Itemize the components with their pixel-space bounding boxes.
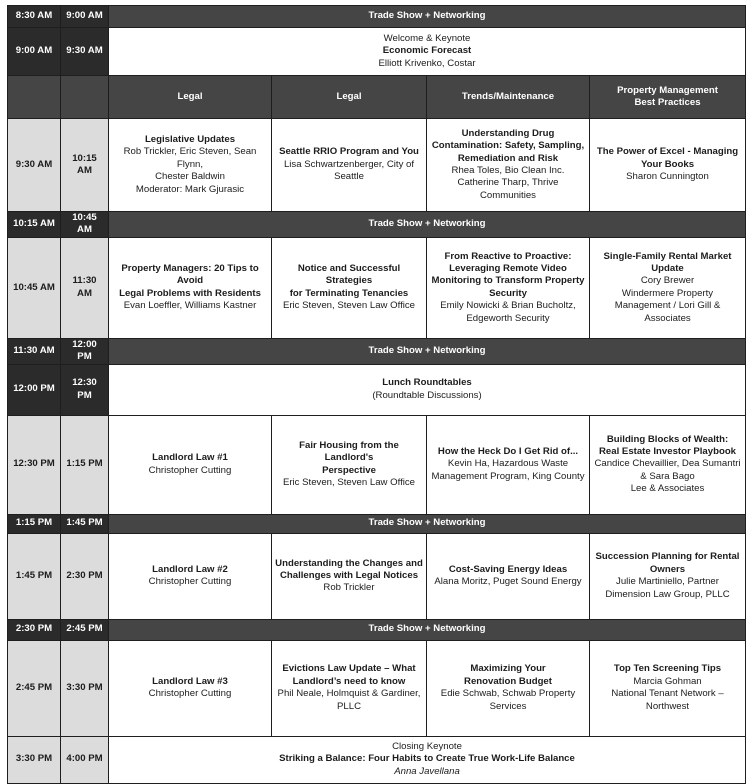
track-header-legal-1: Legal <box>109 76 272 119</box>
session-cell: Cost-Saving Energy Ideas Alana Moritz, Puget Sound Energy <box>427 533 590 619</box>
start-time: 1:15 PM <box>8 514 61 533</box>
session-cell: Landlord Law #3 Christopher Cutting <box>109 640 272 736</box>
end-time: 2:45 PM <box>61 619 109 640</box>
start-time: 12:30 PM <box>8 415 61 514</box>
end-time: 9:30 AM <box>61 28 109 76</box>
end-time: 1:15 PM <box>61 415 109 514</box>
session-cell: The Power of Excel - Managing Your Books Sharon Cunnington <box>590 119 746 212</box>
trade-show-banner: Trade Show + Networking <box>109 619 746 640</box>
session-cell: Succession Planning for Rental Owners Julie Martiniello, Partner Dimension Law Group, PLLC <box>590 533 746 619</box>
session-cell: Notice and Successful Strategies for Terminating Tenancies Eric Steven, Steven Law Office <box>272 237 427 338</box>
schedule-row-trade-show <box>8 619 746 640</box>
end-time: 10:45 AM <box>61 212 109 238</box>
schedule-row-sessions-145 <box>8 533 746 619</box>
session-cell: Landlord Law #2 Christopher Cutting <box>109 533 272 619</box>
end-time: 3:30 PM <box>61 640 109 736</box>
session-cell: From Reactive to Proactive: Leveraging Remote Video Monitoring to Transform Property Security Emily Nowicki & Brian Bucholtz, Edgeworth Security <box>427 237 590 338</box>
closing-keynote-label: Closing Keynote <box>392 741 462 753</box>
end-time: 12:30 PM <box>61 364 109 415</box>
lunch-title: Lunch Roundtables <box>382 377 472 389</box>
lunch-roundtables-cell <box>109 364 746 415</box>
track-header-trends-maintenance: Trends/Maintenance <box>427 76 590 119</box>
start-time: 10:15 AM <box>8 212 61 238</box>
lunch-subtitle: (Roundtable Discussions) <box>372 389 482 401</box>
blank-header-start <box>8 76 61 119</box>
trade-show-banner: Trade Show + Networking <box>109 338 746 364</box>
schedule-row-sessions-1230 <box>8 415 746 514</box>
session-cell: How the Heck Do I Get Rid of... Kevin Ha, Hazardous Waste Management Program, King County <box>427 415 590 514</box>
session-cell: Evictions Law Update – What Landlord’s need to know Phil Neale, Holmquist & Gardiner, PLLC <box>272 640 427 736</box>
track-header-property-management: Property Management Best Practices <box>590 76 746 119</box>
session-cell: Single-Family Rental Market Update Cory Brewer Windermere Property Management / Lori Gill & Associates <box>590 237 746 338</box>
session-cell: Top Ten Screening Tips Marcia Gohman National Tenant Network – Northwest <box>590 640 746 736</box>
keynote-label: Welcome & Keynote <box>383 32 471 44</box>
trade-show-banner: Trade Show + Networking <box>109 212 746 238</box>
welcome-keynote-cell <box>109 28 746 76</box>
start-time: 2:45 PM <box>8 640 61 736</box>
session-cell: Maximizing Your Renovation Budget Edie Schwab, Schwab Property Services <box>427 640 590 736</box>
session-cell: Understanding the Changes and Challenges with Legal Notices Rob Trickler <box>272 533 427 619</box>
track-header-row <box>8 76 746 119</box>
end-time: 10:15 AM <box>61 119 109 212</box>
start-time: 11:30 AM <box>8 338 61 364</box>
track-header-legal-2: Legal <box>272 76 427 119</box>
schedule-row-sessions-930 <box>8 119 746 212</box>
keynote-speaker: Elliott Krivenko, Costar <box>378 57 476 69</box>
schedule-row-sessions-245 <box>8 640 746 736</box>
session-cell: Legislative Updates Rob Trickler, Eric Steven, Sean Flynn, Chester Baldwin Moderator: Mark Gjurasic <box>109 119 272 212</box>
schedule-row-trade-show <box>8 338 746 364</box>
schedule-row-welcome-keynote <box>8 28 746 76</box>
start-time: 12:00 PM <box>8 364 61 415</box>
session-cell: Landlord Law #1 Christopher Cutting <box>109 415 272 514</box>
end-time: 2:30 PM <box>61 533 109 619</box>
session-cell: Seattle RRIO Program and You Lisa Schwartzenberger, City of Seattle <box>272 119 427 212</box>
session-cell: Property Managers: 20 Tips to Avoid Legal Problems with Residents Evan Loeffler, Williams Kastner <box>109 237 272 338</box>
session-title: Seattle RRIO Program and You <box>279 146 419 158</box>
session-cell: Building Blocks of Wealth: Real Estate Investor Playbook Candice Chevaillier, Dea Sumantri & Sara Bago Lee & Associates <box>590 415 746 514</box>
session-cell: Fair Housing from the Landlord's Perspective Eric Steven, Steven Law Office <box>272 415 427 514</box>
schedule-row-trade-show <box>8 6 746 28</box>
end-time: 11:30 AM <box>61 237 109 338</box>
closing-keynote-speaker: Anna Javellana <box>394 765 460 777</box>
blank-header-end <box>61 76 109 119</box>
closing-keynote-cell <box>109 736 746 783</box>
start-time: 8:30 AM <box>8 6 61 28</box>
trade-show-banner: Trade Show + Networking <box>109 514 746 533</box>
conference-schedule-table <box>7 5 746 784</box>
session-cell: Understanding Drug Contamination: Safety, Sampling, Remediation and Risk Rhea Toles, Bio Clean Inc. Catherine Tharp, Thrive Communities <box>427 119 590 212</box>
schedule-row-closing-keynote <box>8 736 746 783</box>
start-time: 10:45 AM <box>8 237 61 338</box>
end-time: 12:00 PM <box>61 338 109 364</box>
closing-keynote-title: Striking a Balance: Four Habits to Create True Work-Life Balance <box>279 753 575 765</box>
start-time: 2:30 PM <box>8 619 61 640</box>
start-time: 9:30 AM <box>8 119 61 212</box>
keynote-title: Economic Forecast <box>382 45 472 57</box>
schedule-row-trade-show <box>8 514 746 533</box>
end-time: 4:00 PM <box>61 736 109 783</box>
end-time: 9:00 AM <box>61 6 109 28</box>
schedule-row-sessions-1045 <box>8 237 746 338</box>
schedule-row-trade-show <box>8 212 746 238</box>
trade-show-banner: Trade Show + Networking <box>109 6 746 28</box>
start-time: 1:45 PM <box>8 533 61 619</box>
session-title: Legislative Updates <box>144 133 236 145</box>
start-time: 9:00 AM <box>8 28 61 76</box>
end-time: 1:45 PM <box>61 514 109 533</box>
start-time: 3:30 PM <box>8 736 61 783</box>
schedule-row-lunch <box>8 364 746 415</box>
